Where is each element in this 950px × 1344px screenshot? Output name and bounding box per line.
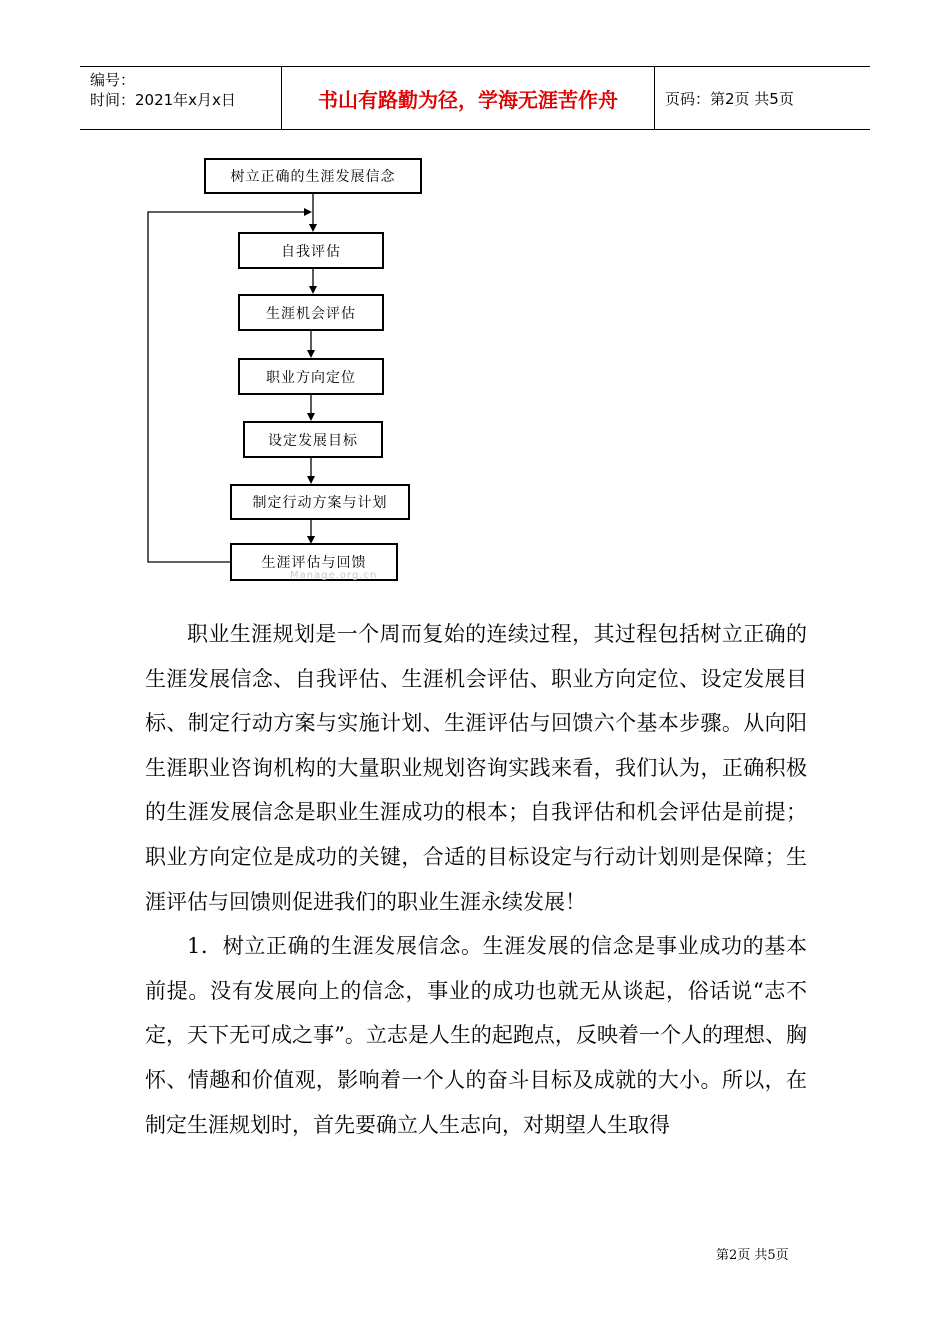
flow-step-5: 设定发展目标 bbox=[243, 421, 383, 458]
header-divider bbox=[654, 67, 655, 129]
article-body bbox=[145, 612, 807, 1147]
flow-step-1: 树立正确的生涯发展信念 bbox=[204, 158, 422, 194]
time-label: 时间：2021年x月x日 bbox=[90, 91, 236, 109]
header-page-info: 页码：第2页 共5页 bbox=[665, 89, 794, 108]
flow-step-2: 自我评估 bbox=[238, 232, 384, 269]
paragraph-intro: 职业生涯规划是一个周而复始的连续过程，其过程包括树立正确的生涯发展信念、自我评估、生涯机会评估、职业方向定位、设定发展目标、制定行动方案与实施计划、生涯评估与回馈六个基本步骤。从向阳生涯职业咨询机构的大量职业规划咨询实践来看，我们认为，正确积极的生涯发展信念是职业生涯成功的根本；自我评估和机会评估是前提；职业方向定位是成功的关键，合适的目标设定与行动计划则是保障；生涯评估与回馈则促进我们的职业生涯永续发展！ bbox=[145, 622, 807, 914]
flow-step-7: 生涯评估与回馈 bbox=[230, 543, 398, 581]
flow-step-3: 生涯机会评估 bbox=[238, 294, 384, 331]
flow-step-4: 职业方向定位 bbox=[238, 358, 384, 395]
flow-step-6: 制定行动方案与计划 bbox=[230, 484, 410, 520]
career-planning-flowchart bbox=[140, 150, 400, 590]
page-header bbox=[80, 66, 870, 130]
header-motto: 书山有路勤为径，学海无涯苦作舟 bbox=[318, 87, 618, 112]
number-label: 编号： bbox=[90, 71, 136, 89]
watermark: Manage.org.cn bbox=[290, 570, 378, 581]
header-meta bbox=[90, 70, 280, 110]
paragraph-step-1: 1．树立正确的生涯发展信念。生涯发展的信念是事业成功的基本前提。没有发展向上的信念，事业的成功也就无从谈起，俗话说“志不定，天下无可成之事”。立志是人生的起跑点，反映着一个人的理想、胸怀、情趣和价值观，影响着一个人的奋斗目标及成就的大小。所以，在制定生涯规划时，首先要确立人生志向，对期望人生取得 bbox=[145, 934, 807, 1137]
page-footer: 第2页 共5页 bbox=[716, 1248, 789, 1263]
